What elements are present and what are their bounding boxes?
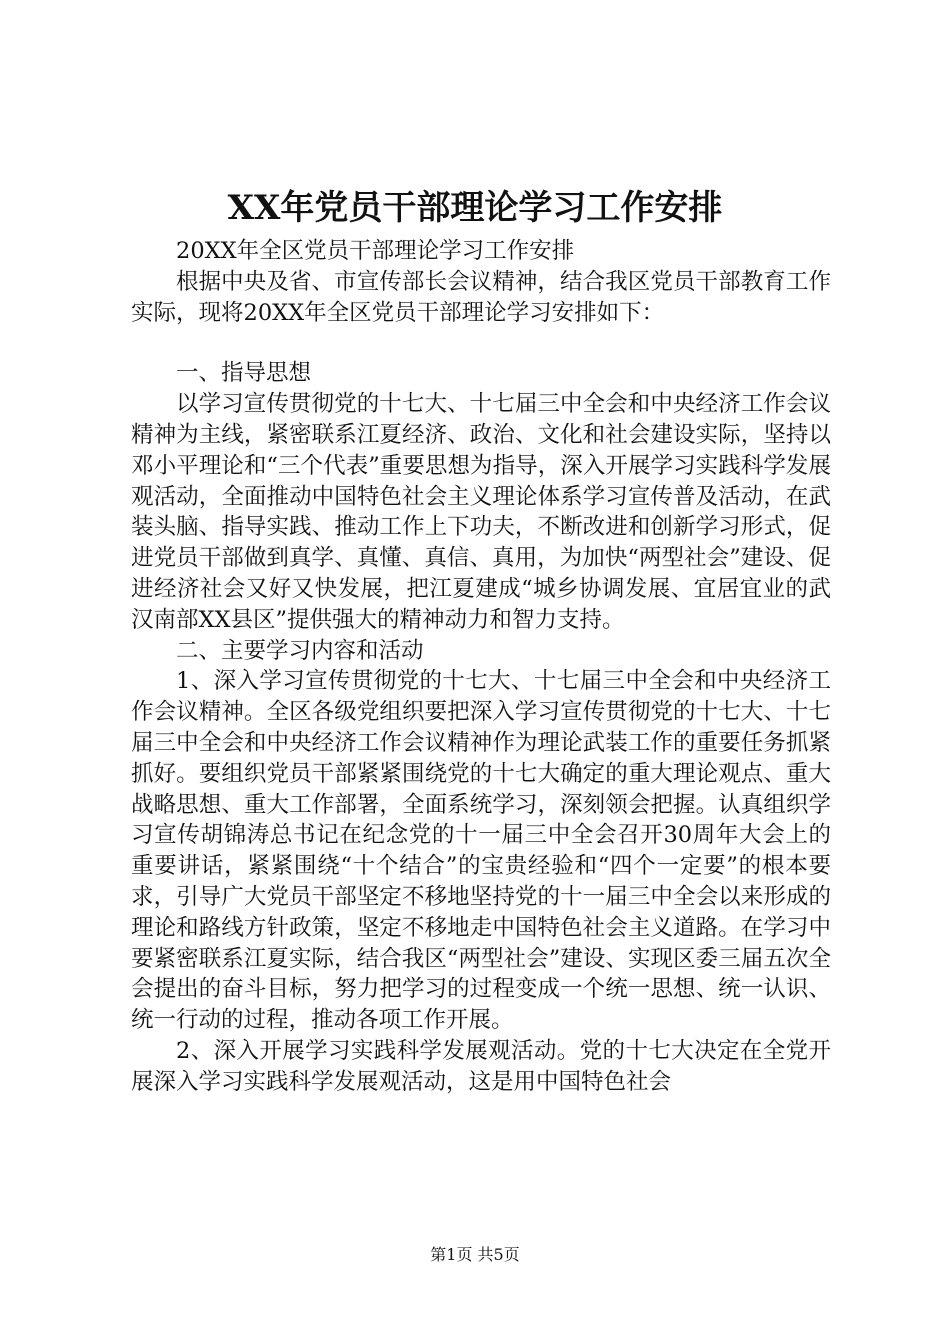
subtitle-paragraph: 20XX年全区党员干部理论学习工作安排 xyxy=(176,238,575,264)
section-heading-main-content: 二、主要学习内容和活动 xyxy=(176,637,424,664)
item-1-paragraph: 1、深入学习宣传贯彻党的十七大、十七届三中全会和中央经济工作会议精神。全区各级党组织要把深入学习宣传贯彻党的十七大、十七届三中全会和中央经济工作会议精神作为理论武装工作的重要任务抓紧抓好。要组织党员干部紧紧围绕党的十七大确定的重大理论观点、重大战略思想、重大工作部署，全面系统学习，深刻领会把握。认真组织学习宣传胡锦涛总书记在纪念党的十一届三中全会召开30周年大会上的重要讲话，紧紧围绕“十个结合”的宝贵经验和“四个一定要”的根本要求，引导广大党员干部坚定不移地坚持党的十一届三中全会以来形成的理论和路线方针政策，坚定不移地走中国特色社会主义道路。在学习中要紧密联系江夏实际，结合我区“两型社会”建设、实现区委三届五次全会提出的奋斗目标，努力把学习的过程变成一个统一思想、统一认识、统一行动的过程，推动各项工作开展。 xyxy=(131,668,831,1034)
document-body xyxy=(131,236,831,1098)
section-heading-guiding-thought: 一、指导思想 xyxy=(176,360,312,387)
page-number-footer: 第1页 共5页 xyxy=(430,1245,520,1264)
guiding-thought-paragraph: 以学习宣传贯彻党的十七大、十七届三中全会和中央经济工作会议精神为主线，紧密联系江夏经济、政治、文化和社会建设实际，坚持以邓小平理论和“三个代表”重要思想为指导，深入开展学习实践科学发展观活动，全面推动中国特色社会主义理论体系学习宣传普及活动，在武装头脑、指导实践、推动工作上下功夫，不断改进和创新学习形式，促进党员干部做到真学、真懂、真信、真用，为加快“两型社会”建设、促进经济社会又好又快发展，把江夏建成“城乡协调发展、宜居宜业的武汉南部XX县区”提供强大的精神动力和智力支持。 xyxy=(131,391,831,633)
item-2-paragraph: 2、深入开展学习实践科学发展观活动。党的十七大决定在全党开展深入学习实践科学发展观活动，这是用中国特色社会 xyxy=(131,1037,831,1095)
intro-paragraph: 根据中央及省、市宣传部长会议精神，结合我区党员干部教育工作实际，现将20XX年全区党员干部理论学习安排如下： xyxy=(131,268,831,326)
document-title: XX年党员干部理论学习工作安排 xyxy=(227,188,723,228)
